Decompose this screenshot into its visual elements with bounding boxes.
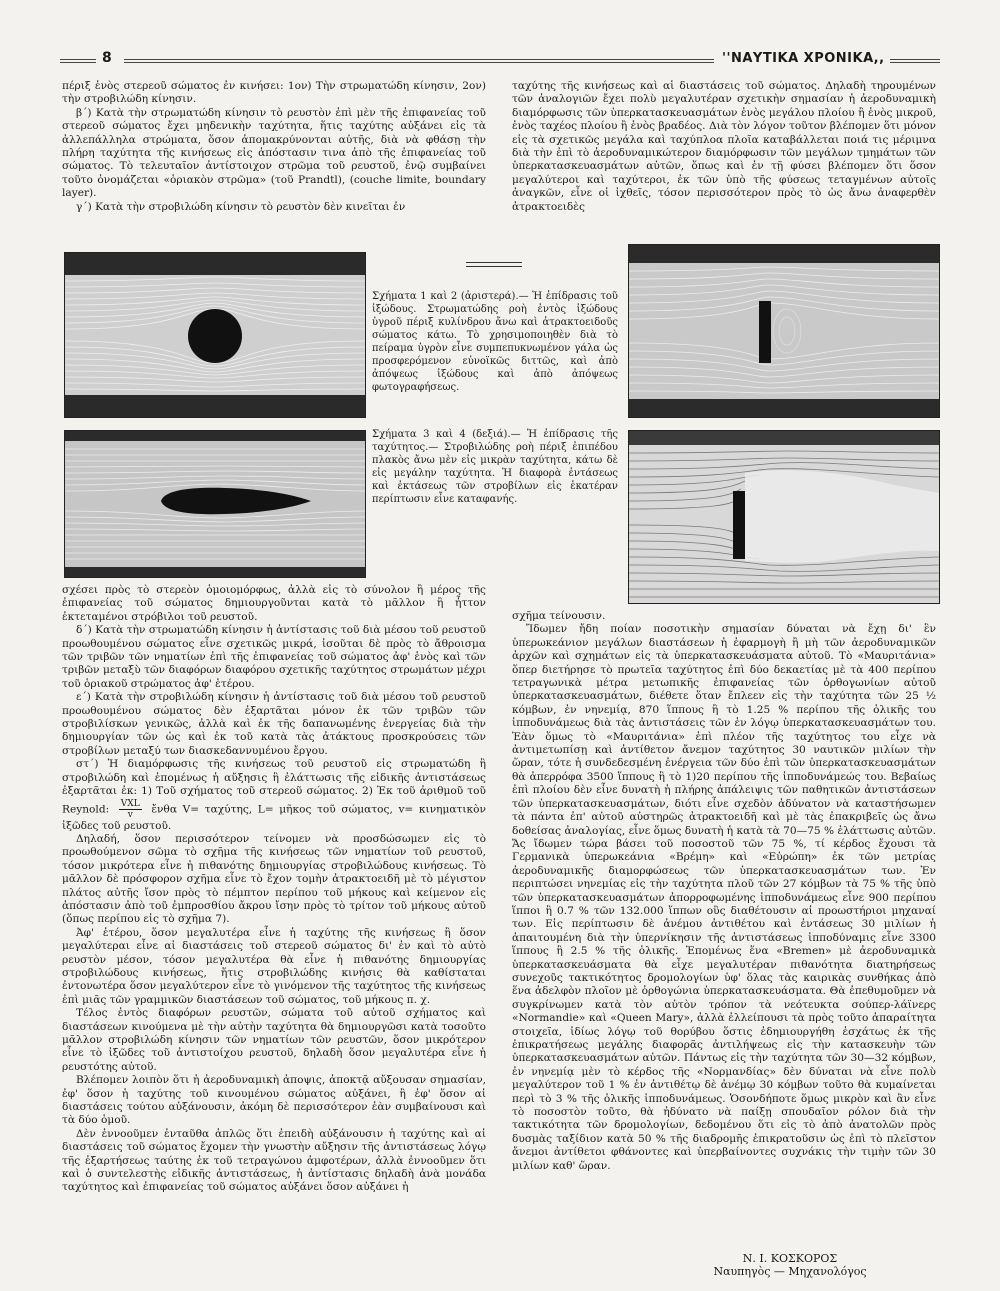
paragraph: δ΄) Κατὰ τὴν στρωματώδη κίνησιν ἡ ἀντίστασις τοῦ διὰ μέσου τοῦ ρευστοῦ προωθουμένου σώματος εἶνε σχετικῶς μικρά, ἰσοῦται δὲ πρὸς τὸ ἄθροισμα τῶν τριβῶν τῶν νηματίων ἐπὶ τῆς ἐπιφανείας τοῦ σώματος ἀφ' ἑνὸς καὶ τῶν τριβῶν μεταξὺ τῶν διαφόρων διαφόρου σχετικῆς ταχύτητος στρωμάτων μέχρι τοῦ ὁριακοῦ στρώματος ἀφ' ἑτέρου. [62,624,486,690]
paragraph: γ΄) Κατὰ τὴν στροβιλώδη κίνησιν τὸ ρευστὸν δὲν κινεῖται ἐν [76,200,406,213]
paragraph: Ἀφ' ἑτέρου, ὅσον μεγαλυτέρα εἶνε ἡ ταχύτης τῆς κινήσεως ἢ ὅσον μεγαλύτεραι εἶνε αἱ διαστάσεις τοῦ στερεοῦ σώματος δι' ἐν καὶ τὸ αὐτὸ ρευστὸν μέσον, τόσον μεγαλυτέρα θὰ εἶνε ἡ πιθανότης δημιουργίας στροβιλώδους κινήσεως, ἥτις στροβιλώδης κινήσις θὰ καθίσταται ἐντονωτέρα ὅσον μεγαλύτερον εἶνε τὸ γινόμενον τῆς ταχύτητος τῆς κινήσεως ἐπὶ μιᾶς τῶν γραμμικῶν διαστάσεων τοῦ σώματος, τοῦ μήκους π. χ. [62,926,486,1006]
paragraph: Δὲν ἐννοοῦμεν ἐνταῦθα ἁπλῶς ὅτι ἐπειδὴ αὐξάνουσιν ἡ ταχύτης καὶ αἱ διαστάσεις τοῦ σώματος ἔχομεν τὴν γνωστὴν αὔξησιν τῆς ἀντιστάσεως λόγῳ τῆς ἐξαρτήσεως ταύτης ἐκ τοῦ τετραγώνου ἀμφοτέρων, ἀλλὰ ἐννοοῦμεν ὅτι καὶ ὁ συντελεστὴς εἰδικῆς ἀντιστάσεως, ἡ ἀντίστασις δηλαδὴ ἀνὰ μονάδα ταχύτητος καὶ ἐπιφανείας τοῦ σώματος αὐξάνει ὅσον αὐξάνει ἡ [62,1127,486,1194]
paragraph: σχῆμα τείνουσιν. [512,610,606,622]
top-right-column [512,80,936,214]
reynolds-definitions: ἔνθα V= ταχύτης, L= μῆκος τοῦ σώματος, v= κινηματικὸν ἰξῶδες τοῦ ρευστοῦ. [62,803,486,832]
author-title: Ναυπηγὸς — Μηχανολόγος [713,1265,867,1278]
caption-figures-3-4: Σχήματα 3 καὶ 4 (δεξιά).— Ἡ ἐπίδρασις τῆς ταχύτητος.— Στροβιλώδης ροὴ πέριξ ἐπιπέδου πλακὸς ἄνω μὲν εἰς μικρὰν ταχύτητα, κάτω δὲ εἰς μεγάλην ταχύτητα. Ἡ διαφορὰ ἐντάσεως καὶ ἐκτάσεως τῶν στροβίλων εἰς ἑκατέραν περίπτωσιν εἶνε καταφανής. [372,429,618,505]
paragraph: πέριξ ἑνὸς στερεοῦ σώματος ἐν κινήσει: 1ον) Τὴν στρωματώδη κίνησιν, 2ον) τὴν στροβιλώδη κίνησιν. [62,80,486,106]
header-rule-middle [124,59,714,63]
paragraph: σχέσει πρὸς τὸ στερεὸν ὁμοιομόρφως, ἀλλὰ εἰς τὸ σύνολον ἢ μέρος τῆς ἐπιφανείας τοῦ σώματος δημιουργοῦνται κατὰ τὸ μᾶλλον ἢ ἧττον ἐκτεταμένοι στρόβιλοι τοῦ ρευστοῦ. [62,584,486,623]
figure-streamlined-body-flow [64,430,366,578]
caption-figures-1-2: Σχήματα 1 καὶ 2 (ἀριστερά).— Ἡ ἐπίδρασις τοῦ ἰξώδους. Στρωματώδης ροὴ ἐντὸς ἰξώδους ὑγροῦ πέριξ κυλίνδρου ἄνω καὶ ἀτρακτοειδοῦς σώματος κάτω. Τὸ χρησιμοποιηθὲν διὰ τὸ πείραμα ὑγρὸν εἶνε συμπεπυκνωμένον γάλα ὡς προσφερόμενον εὐνοϊκῶς διττῶς, καὶ ἀπὸ ἀπόψεως ἰξώδους καὶ ἀπὸ ἀπόψεως φωτογραφήσεως. [372,291,618,393]
paragraph: Δηλαδή, ὅσον περισσότερον τείνομεν νὰ προσδώσωμεν εἰς τὸ προωθούμενον σῶμα τὸ σχῆμα τῆς κινήσεως τῶν νηματίων τοῦ ρευστοῦ, τόσον μικρότερα εἶνε ἡ πιθανότης δημιουργίας στροβιλώδους κινήσεως. Τὸ μᾶλλον δὲ πρόσφορον σχῆμα εἶνε τὸ ἔχον τομὴν ἀτρακτοειδῆ μὲ τὸ μέγιστον πλάτος αὐτῆς ἴσον πρὸς τὸ πέμπτον περίπου τοῦ μήκους καὶ κείμενον εἰς ἀπόστασιν ἀπὸ τοῦ ἐμπροσθίου ἄκρου ἴσην πρὸς τὸ τρίτον τοῦ μήκους αὐτοῦ (ὅπως περίπου εἰς τὸ σχῆμα 7). [62,832,486,926]
caption-rule [466,266,522,267]
figure-plate-low-speed [628,244,940,418]
formula-numerator: VXL [120,798,140,809]
caption-rule [466,262,522,263]
paragraph: ε΄) Κατὰ τὴν στροβιλώδη κίνησιν ἡ ἀντίστασις τοῦ διὰ μέσου τοῦ ρευστοῦ προωθουμένου σώματος δὲν ἐξαρτᾶται μόνον ἐκ τῶν τριβῶν τῶν στροβιλίσκων γενικῶς, ἀλλὰ καὶ ἐκ τῆς δαπανωμένης ἐνεργείας διὰ τὴν δημιουργίαν τῶν ὡς καὶ ἐκ τοῦ κατὰ τὰς ἀτάκτους προσκρούσεις τῶν στροβίλων μεταξύ των διασκεδαννυμένου ἔργου. [62,691,486,757]
figure-cylinder-flow [64,252,366,418]
reynolds-formula [119,799,142,820]
paragraph: Ἴδωμεν ἤδη ποίαν ποσοτικὴν σημασίαν δύναται νὰ ἔχῃ δι' ἓν ὑπερωκεάνιον μεγάλων διαστάσεων ἡ ἐφαρμογὴ ἢ μὴ τῶν ἀεροδυναμικῶν ἀρχῶν καὶ σχημάτων εἰς τὰ ὑπερκατασκευάσματα αὐτοῦ. Τὸ «Μαυριτάνια» ὅπερ διετήρησε τὸ πρωτεῖα ταχύτητος ἐπὶ δύο δεκαετίας μὲ τὰ 400 περίπου τετραγωνικὰ μέτρα μετωπικῆς ἐπιφανείας τῶν ὀρθογωνίων αὐτοῦ ὑπερκατασκευασμάτων, διέθετε ὅταν ἔπλεεν εἰς τὴν ταχύτητα τῶν 25 ½ κόμβων, ἐν νηνεμίᾳ, 870 ἵππους ἢ τὸ 1.25 % περίπου τῆς ὁλικῆς του ἱπποδυνάμεως διὰ τὰς ἀντιστάσεις τῶν ἐν λόγῳ ὑπερκατασκευασμάτων του. Ἐὰν ὅμως τὸ «Μαυριτάνια» ἐπὶ πλέον τῆς ταχύτητος του εἶχε νὰ ἀντιμετωπίσῃ καὶ ἀντίθετον ἄνεμον ταχύτητος 30 ναυτικῶν μιλίων τὴν ὥραν, τότε ἡ συνδεδεσμένη ἐνέργεια τῶν δύο ἐπὶ τῶν ὑπερκατασκευασμάτων θὰ ἀπερρόφα 3500 ἵππους ἢ τὸ 1)20 περίπου τῆς ἱπποδυνάμεώς του. Βεβαίως ἐπὶ πλοίου δὲν εἶνε δυνατὴ ἡ πλήρης ἀπάλειψις τῶν παθητικῶν ἀντιστάσεων τῶν ὑπερκατασκευασμάτων, διότι εἶνε σχεδὸν ἀδύνατον νὰ καταστήσωμεν τὰ πάντα ἐπ' αὐτοῦ αὐστηρῶς ἀτρακτοειδῆ καὶ μὲ τὰς ἐπακριβεῖς ὡς ἄνω δοθείσας ἀναλογίας, εἶνε ὅμως δυνατὴ ἡ κατὰ τὰ 70—75 % ἐλάττωσις αὐτῶν. Ἄς ἴδωμεν τώρα βάσει τοῦ ποσοστοῦ τῶν 75 %, τί κέρδος ἔχουσι τὰ Γερμανικὰ ὑπερωκεάνια «Βρέμη» καὶ «Εὐρώπη» ἐκ τῶν μετρίας ἀεροδυναμικῆς διαμορφώσεως τῶν ὑπερκατασκευασμάτων των. Ἐν περιπτώσει νηνεμίας εἰς τὴν ταχύτητα πλοῦ τῶν 27 κόμβων τὰ 75 % τῆς ὑπὸ τῶν ὑπερκατασκευασμάτων ἀπορροφωμένης ἱπποδυνάμεως εἶνε 900 περίπου ἵπποι ἢ 0.7 % τῶν 132.000 ἵππων οὓς διαθέτουσιν αἱ προωστήριοι μηχαναί των. Εἰς περίπτωσιν δὲ ἀνέμου ἀντιθέτου καὶ ἐντάσεως 30 μιλίων ἡ ἀπαιτουμένη διὰ τὴν ὑπερνίκησιν τῆς ἀντιστάσεως ἱπποδύναμις εἶνε 3300 ἵππους ἢ 2.5 % τῆς ὁλικῆς. Ἑπομένως ἕνα «Bremen» μὲ ἀεροδυναμικὰ ὑπερκατασκευάσματα θὰ εἶχε μεγαλυτέραν πιθανότητα διατηρήσεως συνεχοῦς τακτικότητος δρομολογίων ὑφ' ὅλας τὰς καιρικὰς συνθήκας ἀπὸ ἕνα ἀδελφὸν πλοῖον μὲ ὀρθογώνια ὑπερκατασκευάσματα. Θὰ ἐπεθυμοῦμεν νὰ συγκρίνωμεν κατὰ τὸν αὐτὸν τρόπον τὰ νεότευκτα σούπερ-λάϊνερς «Normandie» καὶ «Queen Mary», ἀλλὰ ἐλλείπουσι τὰ πρὸς τοῦτο ἀπαραίτητα στοιχεῖα, ἰδίως λόγῳ τοῦ θορύβου ὅστις ἐδημιουργήθη ἐσχάτως ἐκ τῆς ἐπικρατήσεως μεγάλης διαφορᾶς ἀντιλήψεως εἰς τὴν κατασκευὴν τῶν ὑπερκατασκευασμάτων αὐτῶν. Πάντως εἰς τὴν ταχύτητα τῶν 30—32 κόμβων, ἐν νηνεμίᾳ μὲν τὸ κέρδος τῆς «Νορμανδίας» δὲν δύναται νὰ εἶνε πολὺ μεγαλύτερον τοῦ 1 % ἐν ἀντιθέτῳ δὲ ἀνέμῳ 30 κόμβων τοῦτο θὰ κυμαίνεται περὶ τὸ 3 % τῆς ὁλικῆς ἱπποδυνάμεως. Ὁσονδήποτε ὅμως μικρὸν καὶ ἂν εἶνε τὸ ποσοστὸν τοῦτο, θὰ ἠδύνατο νὰ παίξῃ σπουδαῖον ρόλον διὰ τὴν τακτικότητα τῶν δρομολογίων, δεδομένου ὅτι εἰς τὸ ἀπὸ ἀνατολῶν πρὸς δυσμὰς ταξίδιον κατὰ 50 % τῆς διαδρομῆς ἐπικρατοῦσιν ὡς ἐπὶ τὸ πλεῖστον ἄνεμοι ἀντίθετοι φθάνοντες καὶ ὑπερβαίνοντες συχνάκις τὴν τιμὴν τῶν 30 μιλίων καθ' ὥραν. [512,623,936,1172]
paragraph: ταχύτης τῆς κινήσεως καὶ αἱ διαστάσεις τοῦ σώματος. Δηλαδὴ τηρουμένων τῶν ἀναλογιῶν ἔχει πολὺ μεγαλυτέραν σχετικὴν σημασίαν ἡ ἀεροδυναμικὴ διαμόρφωσις τῶν ὑπερκατασκευασμάτων ἑνὸς μεγάλου πλοίου ἢ ἑνὸς μικροῦ, ἑνὸς ταχέος πλοίου ἢ ἑνὸς βραδέος. Διὰ τὸν λόγον τοῦτον βλέπομεν ὅτι μόνον εἰς τὰ σχετικῶς μεγάλα καὶ ταχύπλοα πλοῖα καταβάλλεται ποιά τις μέριμνα διὰ τὴν ἐπὶ τὸ ἀεροδυναμικώτερον διαμόρφωσιν τῶν μεγάλων τμημάτων τῶν ὑπερκατασκευασμάτων αὐτῶν, ὅπως καὶ ἐν τῇ φύσει βλέπομεν ὅτι ὅσον μεγαλύτεροι καὶ ταχύτεροι, ἐκ τῶν ὑπὸ τῆς φύσεως τεταγμένων αὐτοῖς ἀναγκῶν, εἶνε οἱ ἰχθεῖς, τόσον περισσότερον πρὸς τὸ ὡς ἄνω ἀναφερθὲν ἀτρακτοειδὲς [512,80,936,213]
header-rule-left [60,59,96,63]
bottom-left-column [62,584,486,1195]
author-name: Ν. Ι. ΚΟΣΚΟΡΟΣ [742,1252,838,1265]
header-rule-right [890,59,940,63]
paragraph: Βλέπομεν λοιπὸν ὅτι ἡ ἀεροδυναμικὴ ἀποψις, ἀποκτᾷ αὔξουσαν σημασίαν, ἐφ' ὅσον ἡ ταχύτης τοῦ κινουμένου σώματος αὐξάνει, ἢ ἐφ' ὅσον αἱ διαστάσεις τούτου αὐξάνουσιν, ἀκόμη δὲ περισσότερον ἐὰν συμβαίνουσι καὶ τὰ δύο ὁμοῦ. [62,1074,486,1127]
figure-plate-high-speed [628,430,940,604]
bottom-right-column [512,610,936,1173]
top-left-column [62,80,486,214]
page-number: 8 [102,50,112,66]
paragraph: β΄) Κατὰ τὴν στρωματώδη κίνησιν τὸ ρευστὸν ἐπὶ μὲν τῆς ἐπιφανείας τοῦ στερεοῦ σώματος ἔχει μηδενικὴν ταχύτητα, ἥτις ταχύτης αὐξάνει εἰς τὰ ἀλλεπάλληλα στρώματα, ὅσον ἀπομακρύνονται αὐτῆς, διὰ νὰ φθάσῃ τὴν πλήρη ταχύτητα τῆς κινήσεως εἰς ἀπόστασιν τινα ἀπὸ τῆς ἐπιφανείας τοῦ σώματος. Τὸ τελευταῖον ἀντίστοιχον στρῶμα τοῦ ρευστοῦ, ἐνῷ συμβαίνει τοῦτο ὀνομάζεται «ὁριακὸν στρῶμα» (τοῦ Prandtl), (couche limite, boundary layer). [62,106,486,200]
journal-title: ''ΝΑΥΤΙΚΑ ΧΡΟΝΙΚΑ,, [722,51,885,66]
paragraph: Τέλος ἐντὸς διαφόρων ρευστῶν, σώματα τοῦ αὐτοῦ σχήματος καὶ διαστάσεων κινούμενα μὲ τὴν αὐτὴν ταχύτητα θὰ δημιουργῶσι κατὰ τοσοῦτο μᾶλλον στροβιλώδη κίνησιν τῶν νηματίων τῶν ρευστῶν, ὅσον μικρότερον εἶνε τὸ ἰξῶδες τοῦ ἀντιστοίχου ρευστοῦ, δηλαδὴ ὅσον μεγαλυτέρα εἶνε ἡ ρευστότης αὐτοῦ. [62,1007,486,1073]
formula-denominator: v [127,809,133,820]
author-signature [690,1252,890,1278]
paragraph-reynolds [62,758,486,833]
page-header [60,50,940,72]
reynolds-text: στ΄) Ἡ διαμόρφωσις τῆς κινήσεως τοῦ ρευστοῦ εἰς στρωματώδη ἢ στροβιλώδη καὶ ἑπομένως ἡ αὔξησις ἢ ἐλάττωσις τῆς εἰδικῆς ἀντιστάσεως ἐξαρτᾶται ἐκ: 1) Τοῦ σχήματος τοῦ στερεοῦ σώματος. 2) Ἐκ τοῦ ἀριθμοῦ τοῦ Reynold: [62,758,486,815]
